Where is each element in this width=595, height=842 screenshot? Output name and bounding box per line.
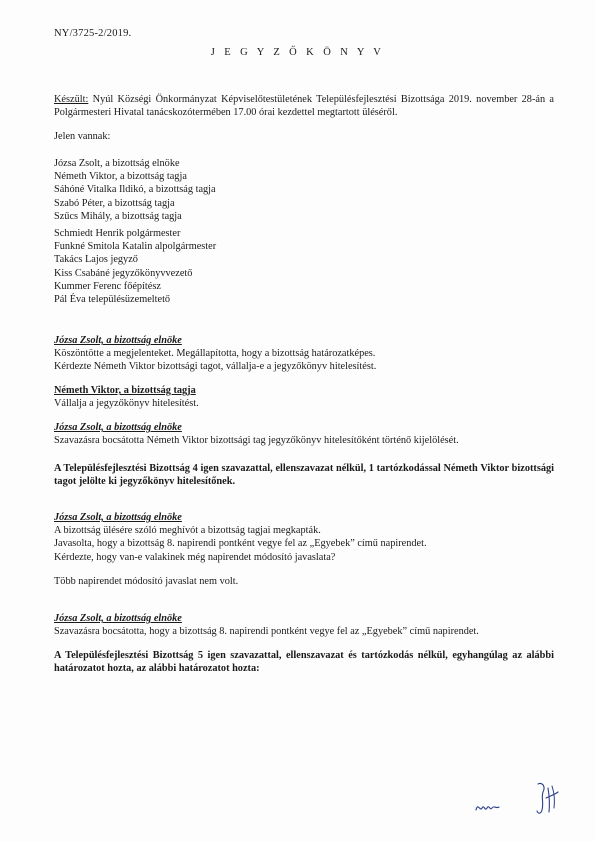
section-line: Köszöntötte a megjelenteket. Megállapította, hogy a bizottság határozatképes. — [54, 348, 376, 360]
document-title: J E G Y Z Ő K Ö N Y V — [210, 47, 385, 58]
section-line: A bizottság ülésére szóló meghívót a bizottság tagjai megkapták. — [54, 525, 321, 537]
section-1 — [54, 334, 554, 374]
speaker-heading: Németh Viktor, a bizottság tagja — [54, 385, 196, 396]
list-item: Németh Viktor, a bizottság tagja — [54, 171, 187, 183]
section-2 — [54, 384, 554, 410]
document-number: NY/3725-2/2019. — [54, 28, 132, 39]
list-item: Schmiedt Henrik polgármester — [54, 228, 181, 239]
list-item: Pál Éva településüzemeltető — [54, 293, 171, 305]
preamble-text: Nyúl Községi Önkormányzat Képviselőtestületének Településfejlesztési Bizottsága 2019. november 28-án a Polgármesteri Hivatal tanácskozótermében 17.00 órai kezdettel megtartott üléséről. — [54, 94, 554, 119]
present-intro: Jelen vannak: — [54, 131, 111, 142]
minutes-preamble — [54, 93, 554, 119]
no-other-proposal: Több napirendet módosító javaslat nem volt. — [54, 576, 239, 587]
speaker-heading: Józsa Zsolt, a bizottság elnöke — [54, 335, 182, 346]
resolution-2: A Településfejlesztési Bizottság 5 igen szavazattal, ellenszavazat és tartózkodás nélkül, egyhangúlag az alábbi határozatot hozta, az alábbi határozatot hozta: — [54, 650, 554, 675]
initials-signature-2 — [532, 778, 562, 818]
section-line: Javasolta, hogy a bizottság 8. napirendi pontként vegye fel az „Egyebek” című napirendet. — [54, 538, 427, 550]
section-5 — [54, 612, 554, 638]
committee-member-list — [54, 157, 216, 223]
preamble-label: Készült: — [54, 94, 89, 105]
list-item: Funkné Smitola Katalin alpolgármester — [54, 241, 217, 253]
list-item: Takács Lajos jegyző — [54, 254, 138, 266]
section-line: Vállalja a jegyzőkönyv hitelesítést. — [54, 398, 199, 410]
speaker-heading: Józsa Zsolt, a bizottság elnöke — [54, 512, 182, 523]
section-3 — [54, 421, 554, 447]
guest-list — [54, 227, 216, 306]
section-line: Kérdezte, hogy van-e valakinek még napirendet módosító javaslata? — [54, 551, 336, 563]
speaker-heading: Józsa Zsolt, a bizottság elnöke — [54, 422, 182, 433]
list-item: Józsa Zsolt, a bizottság elnöke — [54, 158, 180, 169]
resolution-1: A Településfejlesztési Bizottság 4 igen szavazattal, ellenszavazat nélkül, 1 tartózkodással Németh Viktor bizottsági tagot jelölte ki jegyzőkönyv hitelesítőnek. — [54, 463, 554, 488]
section-line: Kérdezte Németh Viktor bizottsági tagot, vállalja-e a jegyzőkönyv hitelesítést. — [54, 361, 377, 373]
section-4 — [54, 511, 554, 564]
list-item: Szűcs Mihály, a bizottság tagja — [54, 210, 182, 222]
speaker-heading: Józsa Zsolt, a bizottság elnöke — [54, 613, 182, 624]
list-item: Kiss Csabáné jegyzőkönyvvezető — [54, 267, 193, 279]
list-item: Sáhóné Vitalka Ildikó, a bizottság tagja — [54, 184, 216, 196]
section-line: Szavazásra bocsátotta, hogy a bizottság 8. napirendi pontként vegye fel az „Egyebek” című napirendet. — [54, 626, 479, 638]
section-line: Szavazásra bocsátotta Németh Viktor bizottsági tag jegyzőkönyv hitelesítőként történő kijelölését. — [54, 435, 459, 447]
list-item: Kummer Ferenc főépítész — [54, 280, 161, 292]
list-item: Szabó Péter, a bizottság tagja — [54, 197, 175, 209]
initials-signature-1 — [474, 796, 502, 818]
